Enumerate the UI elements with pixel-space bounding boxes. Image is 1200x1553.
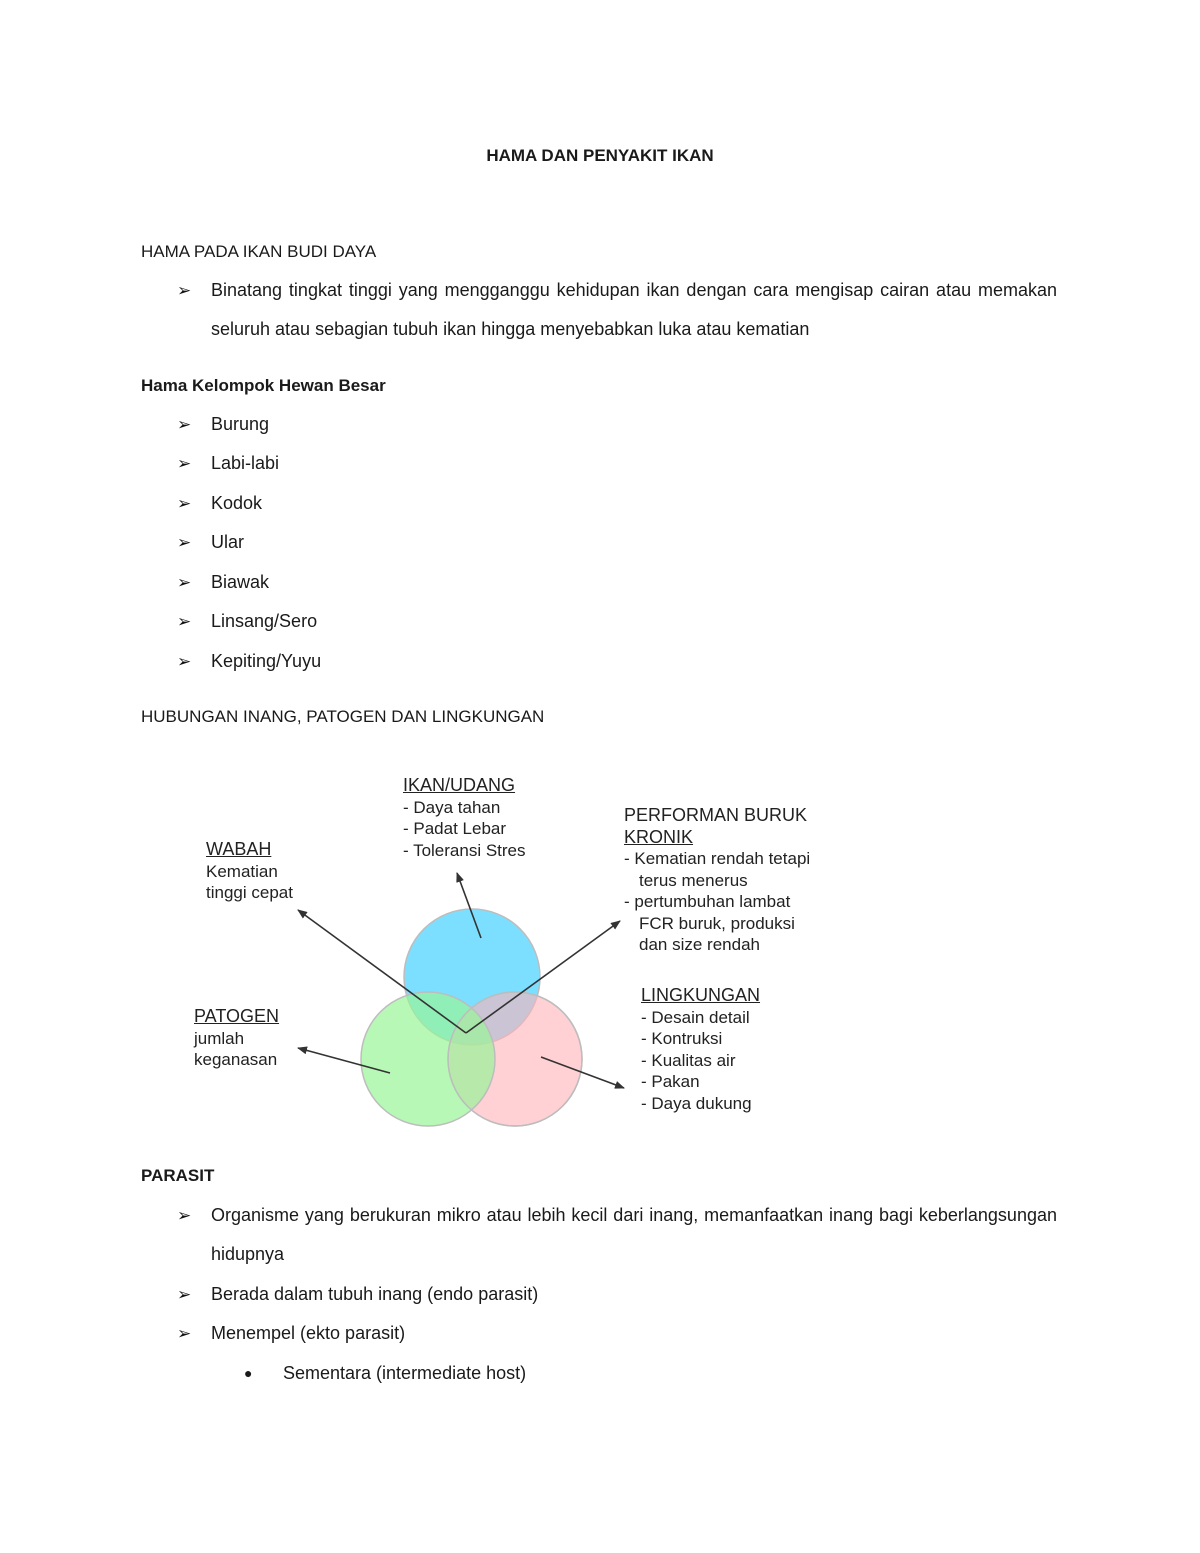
lingkungan-line: - Daya dukung (641, 1093, 752, 1113)
list-item: Biawak (211, 572, 270, 592)
lingkungan-line: - Kualitas air (641, 1050, 736, 1070)
section-heading-parasit: PARASIT (141, 1166, 215, 1185)
section-heading-hama: HAMA PADA IKAN BUDI DAYA (141, 242, 377, 261)
patogen-circle (361, 992, 495, 1126)
list-item: Kepiting/Yuyu (211, 651, 322, 671)
paragraph-hama: Binatang tingkat tinggi yang mengganggu kehidupan ikan dengan cara mengisap cairan atau memakan seluruh atau sebagian tubuh ikan hingga menyebabkan luka atau kematian (211, 280, 1057, 339)
wabah-line: Kematian (206, 861, 278, 881)
parasit-item: Organisme yang berukuran mikro atau lebih kecil dari inang, memanfaatkan inang bagi keberlangsungan hidupnya (211, 1205, 1057, 1264)
wabah-title: WABAH (206, 839, 272, 859)
performan-title: PERFORMAN BURUK (624, 805, 808, 825)
parasit-item: Menempel (ekto parasit) (211, 1323, 406, 1343)
list-item: Labi-labi (211, 453, 280, 473)
parasit-item: Berada dalam tubuh inang (endo parasit) (211, 1284, 539, 1304)
wabah-line: tinggi cepat (206, 883, 293, 902)
arrow-bullet-icon: ➢ (177, 494, 192, 513)
list-item: Burung (211, 414, 270, 434)
parasit-subitem: Sementara (intermediate host) (283, 1363, 527, 1383)
arrow-bullet-icon: ➢ (177, 1285, 192, 1304)
ikan-line: - Toleransi Stres (403, 840, 526, 860)
arrow-bullet-icon: ➢ (177, 281, 192, 300)
performan-line: dan size rendah (639, 935, 760, 954)
list-item: Kodok (211, 493, 263, 513)
patogen-title: PATOGEN (194, 1006, 280, 1026)
arrow-bullet-icon: ➢ (177, 1324, 192, 1343)
performan-line: - Kematian rendah tetapi (624, 849, 811, 868)
lingkungan-line: - Desain detail (641, 1007, 750, 1027)
section-heading-hewan-besar: Hama Kelompok Hewan Besar (141, 376, 386, 395)
patogen-line: keganasan (194, 1050, 278, 1069)
ikan-line: - Daya tahan (403, 797, 501, 817)
list-item: Ular (211, 532, 245, 552)
ikan-line: - Padat Lebar (403, 819, 507, 838)
ikan-title: IKAN/UDANG (403, 775, 516, 795)
patogen-line: jumlah (194, 1028, 245, 1048)
lingkungan-label (641, 985, 760, 1114)
lingkungan-line: - Pakan (641, 1072, 700, 1091)
ikan-label (403, 775, 526, 861)
list-item: Linsang/Sero (211, 611, 318, 631)
dot-bullet-icon: ● (244, 1365, 253, 1381)
lingkungan-title: LINGKUNGAN (641, 985, 761, 1005)
performan-line: - pertumbuhan lambat (624, 892, 791, 911)
performan-title-2: KRONIK (624, 826, 694, 847)
performan-line: FCR buruk, produksi (639, 913, 795, 933)
patogen-label (194, 1006, 279, 1071)
arrow-bullet-icon: ➢ (177, 1206, 192, 1225)
performan-label (624, 805, 810, 956)
arrow-bullet-icon: ➢ (177, 454, 192, 473)
arrow-bullet-icon: ➢ (177, 573, 192, 592)
arrow-bullet-icon: ➢ (177, 533, 192, 552)
document-title: HAMA DAN PENYAKIT IKAN (486, 146, 714, 165)
lingkungan-line: - Kontruksi (641, 1029, 723, 1048)
performan-line: terus menerus (639, 870, 748, 890)
arrow-bullet-icon: ➢ (177, 652, 192, 671)
wabah-label (206, 839, 293, 904)
arrow-bullet-icon: ➢ (177, 415, 192, 434)
section-heading-hubungan: HUBUNGAN INANG, PATOGEN DAN LINGKUNGAN (141, 707, 545, 726)
arrow-bullet-icon: ➢ (177, 612, 192, 631)
